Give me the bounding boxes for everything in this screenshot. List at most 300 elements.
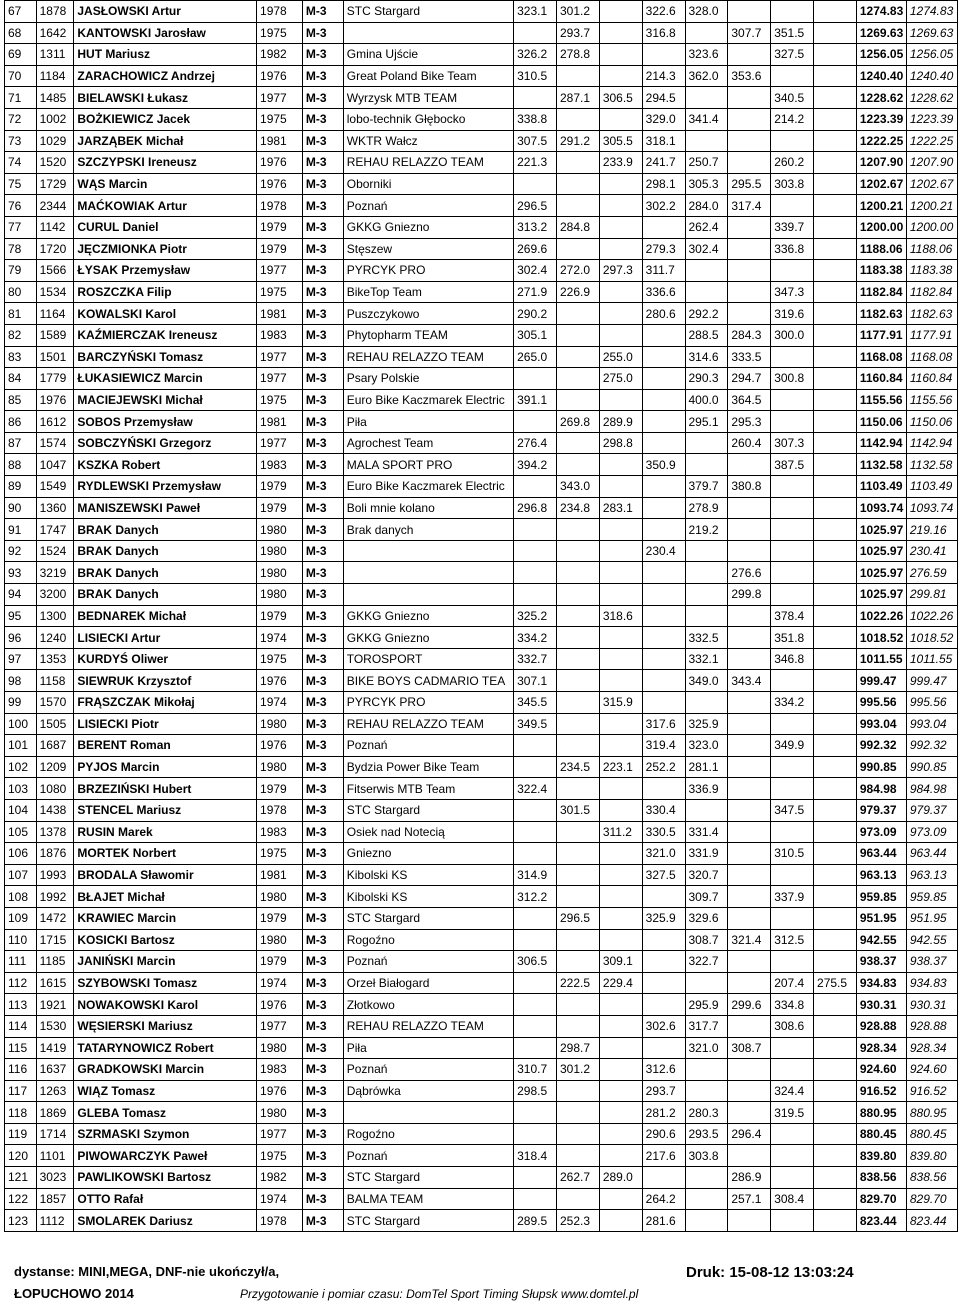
stage-3-cell	[599, 519, 642, 541]
stage-5-cell: 331.4	[685, 821, 728, 843]
category-cell: M-3	[302, 216, 343, 238]
year-cell: 1979	[257, 497, 303, 519]
stage-6-cell	[728, 1080, 771, 1102]
year-cell: 1976	[257, 152, 303, 174]
score-cell: 959.85	[906, 886, 957, 908]
name-cell: BRAK Danych	[74, 584, 257, 606]
stage-6-cell: 294.7	[728, 368, 771, 390]
stage-5-cell: 322.7	[685, 951, 728, 973]
team-cell: Phytopharm TEAM	[343, 324, 513, 346]
year-cell: 1975	[257, 22, 303, 44]
stage-3-cell	[599, 454, 642, 476]
stage-8-cell	[814, 1059, 857, 1081]
rank-cell: 122	[5, 1188, 37, 1210]
total-cell: 928.88	[856, 1015, 906, 1037]
stage-1-cell	[514, 519, 557, 541]
stage-4-cell	[642, 929, 685, 951]
table-row	[5, 1015, 958, 1037]
stage-1-cell: 394.2	[514, 454, 557, 476]
stage-7-cell	[771, 540, 814, 562]
number-cell: 1779	[36, 368, 74, 390]
stage-6-cell	[728, 87, 771, 109]
stage-3-cell: 289.0	[599, 1167, 642, 1189]
stage-2-cell	[556, 821, 599, 843]
year-cell: 1981	[257, 303, 303, 325]
stage-6-cell	[728, 281, 771, 303]
total-cell: 880.45	[856, 1123, 906, 1145]
name-cell: GRADKOWSKI Marcin	[74, 1059, 257, 1081]
name-cell: BERENT Roman	[74, 735, 257, 757]
table-row	[5, 281, 958, 303]
score-cell: 1223.39	[906, 108, 957, 130]
stage-6-cell	[728, 864, 771, 886]
stage-7-cell: 334.2	[771, 692, 814, 714]
stage-2-cell: 301.2	[556, 1, 599, 23]
stage-2-cell: 284.8	[556, 216, 599, 238]
stage-5-cell	[685, 1059, 728, 1081]
stage-2-cell	[556, 389, 599, 411]
category-cell: M-3	[302, 238, 343, 260]
total-cell: 1183.38	[856, 260, 906, 282]
stage-3-cell: 275.0	[599, 368, 642, 390]
rank-cell: 109	[5, 907, 37, 929]
total-cell: 1202.67	[856, 173, 906, 195]
number-cell: 1534	[36, 281, 74, 303]
stage-8-cell	[814, 540, 857, 562]
score-cell: 990.85	[906, 756, 957, 778]
rank-cell: 84	[5, 368, 37, 390]
stage-5-cell: 284.0	[685, 195, 728, 217]
stage-2-cell	[556, 540, 599, 562]
stage-8-cell	[814, 454, 857, 476]
stage-3-cell	[599, 584, 642, 606]
stage-4-cell	[642, 476, 685, 498]
stage-6-cell	[728, 130, 771, 152]
year-cell: 1974	[257, 1188, 303, 1210]
rank-cell: 88	[5, 454, 37, 476]
table-row	[5, 1210, 958, 1232]
team-cell: Rogoźno	[343, 929, 513, 951]
team-cell: lobo-technik Głębocko	[343, 108, 513, 130]
number-cell: 1300	[36, 605, 74, 627]
number-cell: 1921	[36, 994, 74, 1016]
year-cell: 1983	[257, 454, 303, 476]
category-cell: M-3	[302, 821, 343, 843]
stage-2-cell	[556, 1188, 599, 1210]
score-cell: 993.04	[906, 713, 957, 735]
stage-2-cell: 269.8	[556, 411, 599, 433]
stage-1-cell	[514, 1102, 557, 1124]
score-cell: 973.09	[906, 821, 957, 843]
score-cell: 1256.05	[906, 44, 957, 66]
stage-2-cell: 226.9	[556, 281, 599, 303]
stage-1-cell	[514, 821, 557, 843]
stage-2-cell	[556, 303, 599, 325]
number-cell: 1185	[36, 951, 74, 973]
year-cell: 1983	[257, 1059, 303, 1081]
year-cell: 1976	[257, 1080, 303, 1102]
number-cell: 1714	[36, 1123, 74, 1145]
stage-7-cell: 337.9	[771, 886, 814, 908]
stage-2-cell	[556, 648, 599, 670]
number-cell: 1112	[36, 1210, 74, 1232]
stage-6-cell	[728, 260, 771, 282]
stage-4-cell	[642, 346, 685, 368]
stage-2-cell	[556, 864, 599, 886]
number-cell: 1360	[36, 497, 74, 519]
score-cell: 934.83	[906, 972, 957, 994]
stage-5-cell	[685, 540, 728, 562]
team-cell: Poznań	[343, 951, 513, 973]
team-cell: Poznań	[343, 1145, 513, 1167]
team-cell: Euro Bike Kaczmarek Electric	[343, 476, 513, 498]
team-cell: Kibolski KS	[343, 864, 513, 886]
rank-cell: 110	[5, 929, 37, 951]
team-cell: Gniezno	[343, 843, 513, 865]
stage-6-cell	[728, 605, 771, 627]
score-cell: 1222.25	[906, 130, 957, 152]
stage-5-cell: 325.9	[685, 713, 728, 735]
stage-4-cell: 318.1	[642, 130, 685, 152]
total-cell: 829.70	[856, 1188, 906, 1210]
total-cell: 823.44	[856, 1210, 906, 1232]
category-cell: M-3	[302, 562, 343, 584]
number-cell: 3219	[36, 562, 74, 584]
number-cell: 1240	[36, 627, 74, 649]
stage-3-cell: 223.1	[599, 756, 642, 778]
table-row	[5, 886, 958, 908]
name-cell: SIEWRUK Krzysztof	[74, 670, 257, 692]
stage-8-cell	[814, 368, 857, 390]
team-cell: BikeTop Team	[343, 281, 513, 303]
stage-2-cell	[556, 1145, 599, 1167]
table-row	[5, 454, 958, 476]
rank-cell: 123	[5, 1210, 37, 1232]
stage-5-cell	[685, 87, 728, 109]
team-cell: TOROSPORT	[343, 648, 513, 670]
table-row	[5, 778, 958, 800]
stage-4-cell	[642, 972, 685, 994]
number-cell: 1002	[36, 108, 74, 130]
rank-cell: 76	[5, 195, 37, 217]
category-cell: M-3	[302, 584, 343, 606]
stage-6-cell: 299.6	[728, 994, 771, 1016]
table-row	[5, 152, 958, 174]
total-cell: 1025.97	[856, 540, 906, 562]
stage-2-cell: 272.0	[556, 260, 599, 282]
stage-5-cell: 292.2	[685, 303, 728, 325]
name-cell: HUT Mariusz	[74, 44, 257, 66]
stage-1-cell	[514, 1188, 557, 1210]
stage-6-cell	[728, 735, 771, 757]
stage-3-cell	[599, 562, 642, 584]
number-cell: 1976	[36, 389, 74, 411]
name-cell: KSZKA Robert	[74, 454, 257, 476]
team-cell: Fitserwis MTB Team	[343, 778, 513, 800]
total-cell: 916.52	[856, 1080, 906, 1102]
stage-1-cell	[514, 907, 557, 929]
name-cell: KURDYŚ Oliwer	[74, 648, 257, 670]
stage-1-cell	[514, 368, 557, 390]
stage-3-cell	[599, 1, 642, 23]
stage-1-cell: 310.5	[514, 65, 557, 87]
total-cell: 1025.97	[856, 562, 906, 584]
stage-4-cell: 294.5	[642, 87, 685, 109]
stage-5-cell: 314.6	[685, 346, 728, 368]
category-cell: M-3	[302, 432, 343, 454]
number-cell: 1570	[36, 692, 74, 714]
stage-3-cell: 297.3	[599, 260, 642, 282]
number-cell: 1715	[36, 929, 74, 951]
number-cell: 1142	[36, 216, 74, 238]
stage-3-cell	[599, 65, 642, 87]
year-cell: 1977	[257, 368, 303, 390]
table-row	[5, 368, 958, 390]
stage-1-cell	[514, 735, 557, 757]
stage-1-cell: 307.5	[514, 130, 557, 152]
stage-2-cell	[556, 778, 599, 800]
stage-1-cell: 306.5	[514, 951, 557, 973]
score-cell: 942.55	[906, 929, 957, 951]
name-cell: SMOLAREK Dariusz	[74, 1210, 257, 1232]
total-cell: 1182.63	[856, 303, 906, 325]
number-cell: 1184	[36, 65, 74, 87]
number-cell: 1637	[36, 1059, 74, 1081]
stage-6-cell: 343.4	[728, 670, 771, 692]
table-row	[5, 972, 958, 994]
number-cell: 1642	[36, 22, 74, 44]
stage-2-cell: 301.5	[556, 799, 599, 821]
stage-3-cell: 305.5	[599, 130, 642, 152]
name-cell: ŁYSAK Przemysław	[74, 260, 257, 282]
stage-7-cell: 349.9	[771, 735, 814, 757]
team-cell: STC Stargard	[343, 1167, 513, 1189]
name-cell: JĘCZMIONKA Piotr	[74, 238, 257, 260]
stage-8-cell	[814, 238, 857, 260]
stage-5-cell: 332.5	[685, 627, 728, 649]
table-row	[5, 324, 958, 346]
stage-1-cell	[514, 972, 557, 994]
stage-3-cell	[599, 1037, 642, 1059]
stage-1-cell	[514, 929, 557, 951]
stage-5-cell: 219.2	[685, 519, 728, 541]
table-row	[5, 627, 958, 649]
stage-1-cell: 289.5	[514, 1210, 557, 1232]
stage-7-cell: 340.5	[771, 87, 814, 109]
team-cell: STC Stargard	[343, 907, 513, 929]
score-cell: 930.31	[906, 994, 957, 1016]
total-cell: 924.60	[856, 1059, 906, 1081]
stage-5-cell: 349.0	[685, 670, 728, 692]
name-cell: MACIEJEWSKI Michał	[74, 389, 257, 411]
stage-3-cell	[599, 1080, 642, 1102]
rank-cell: 105	[5, 821, 37, 843]
stage-5-cell	[685, 281, 728, 303]
rank-cell: 69	[5, 44, 37, 66]
stage-7-cell: 300.0	[771, 324, 814, 346]
stage-8-cell	[814, 324, 857, 346]
stage-8-cell	[814, 22, 857, 44]
stage-8-cell	[814, 65, 857, 87]
stage-4-cell: 252.2	[642, 756, 685, 778]
number-cell: 1869	[36, 1102, 74, 1124]
table-row	[5, 821, 958, 843]
stage-8-cell	[814, 1102, 857, 1124]
stage-6-cell: 380.8	[728, 476, 771, 498]
number-cell: 1747	[36, 519, 74, 541]
rank-cell: 97	[5, 648, 37, 670]
stage-6-cell	[728, 886, 771, 908]
stage-2-cell	[556, 173, 599, 195]
category-cell: M-3	[302, 346, 343, 368]
category-cell: M-3	[302, 173, 343, 195]
stage-3-cell	[599, 843, 642, 865]
stage-2-cell	[556, 994, 599, 1016]
stage-7-cell	[771, 864, 814, 886]
name-cell: STENCEL Mariusz	[74, 799, 257, 821]
stage-3-cell	[599, 778, 642, 800]
stage-5-cell: 288.5	[685, 324, 728, 346]
score-cell: 938.37	[906, 951, 957, 973]
category-cell: M-3	[302, 303, 343, 325]
stage-3-cell	[599, 173, 642, 195]
total-cell: 1025.97	[856, 584, 906, 606]
name-cell: JASŁOWSKI Artur	[74, 1, 257, 23]
stage-7-cell	[771, 1145, 814, 1167]
stage-3-cell	[599, 1123, 642, 1145]
stage-4-cell: 293.7	[642, 1080, 685, 1102]
stage-5-cell: 302.4	[685, 238, 728, 260]
number-cell: 1485	[36, 87, 74, 109]
year-cell: 1977	[257, 346, 303, 368]
team-cell	[343, 1102, 513, 1124]
stage-2-cell	[556, 929, 599, 951]
total-cell: 995.56	[856, 692, 906, 714]
stage-4-cell: 311.7	[642, 260, 685, 282]
total-cell: 1103.49	[856, 476, 906, 498]
stage-3-cell	[599, 1102, 642, 1124]
table-row	[5, 130, 958, 152]
stage-1-cell	[514, 843, 557, 865]
stage-1-cell: 302.4	[514, 260, 557, 282]
year-cell: 1977	[257, 1015, 303, 1037]
score-cell: 230.41	[906, 540, 957, 562]
team-cell: Poznań	[343, 735, 513, 757]
stage-6-cell: 284.3	[728, 324, 771, 346]
stage-2-cell	[556, 1080, 599, 1102]
rank-cell: 78	[5, 238, 37, 260]
stage-2-cell	[556, 432, 599, 454]
stage-7-cell	[771, 195, 814, 217]
number-cell: 1566	[36, 260, 74, 282]
stage-4-cell: 317.6	[642, 713, 685, 735]
stage-1-cell: 298.5	[514, 1080, 557, 1102]
stage-1-cell: 326.2	[514, 44, 557, 66]
year-cell: 1979	[257, 778, 303, 800]
rank-cell: 102	[5, 756, 37, 778]
stage-7-cell: 308.6	[771, 1015, 814, 1037]
stage-5-cell	[685, 130, 728, 152]
number-cell: 1029	[36, 130, 74, 152]
stage-4-cell: 322.6	[642, 1, 685, 23]
table-row	[5, 1145, 958, 1167]
team-cell: MALA SPORT PRO	[343, 454, 513, 476]
name-cell: BRODALA Sławomir	[74, 864, 257, 886]
rank-cell: 115	[5, 1037, 37, 1059]
stage-2-cell	[556, 670, 599, 692]
rank-cell: 85	[5, 389, 37, 411]
stage-6-cell	[728, 843, 771, 865]
table-row	[5, 735, 958, 757]
rank-cell: 101	[5, 735, 37, 757]
stage-6-cell: 286.9	[728, 1167, 771, 1189]
stage-2-cell: 287.1	[556, 87, 599, 109]
rank-cell: 74	[5, 152, 37, 174]
stage-7-cell: 312.5	[771, 929, 814, 951]
team-cell: REHAU RELAZZO TEAM	[343, 713, 513, 735]
year-cell: 1975	[257, 648, 303, 670]
stage-7-cell	[771, 346, 814, 368]
number-cell: 1501	[36, 346, 74, 368]
stage-1-cell: 391.1	[514, 389, 557, 411]
stage-4-cell: 302.6	[642, 1015, 685, 1037]
stage-3-cell: 318.6	[599, 605, 642, 627]
stage-5-cell: 305.3	[685, 173, 728, 195]
table-row	[5, 1037, 958, 1059]
score-cell: 1155.56	[906, 389, 957, 411]
name-cell: BRZEZIŃSKI Hubert	[74, 778, 257, 800]
stage-3-cell	[599, 627, 642, 649]
rank-cell: 71	[5, 87, 37, 109]
stage-8-cell	[814, 195, 857, 217]
name-cell: KOWALSKI Karol	[74, 303, 257, 325]
stage-5-cell	[685, 692, 728, 714]
stage-4-cell: 312.6	[642, 1059, 685, 1081]
stage-3-cell	[599, 1145, 642, 1167]
stage-5-cell	[685, 1167, 728, 1189]
stage-2-cell	[556, 1102, 599, 1124]
number-cell: 1438	[36, 799, 74, 821]
category-cell: M-3	[302, 1210, 343, 1232]
stage-8-cell	[814, 216, 857, 238]
total-cell: 1177.91	[856, 324, 906, 346]
rank-cell: 87	[5, 432, 37, 454]
stage-7-cell	[771, 778, 814, 800]
score-cell: 992.32	[906, 735, 957, 757]
team-cell	[343, 22, 513, 44]
table-row	[5, 864, 958, 886]
rank-cell: 86	[5, 411, 37, 433]
table-row	[5, 108, 958, 130]
team-cell: Boli mnie kolano	[343, 497, 513, 519]
category-cell: M-3	[302, 87, 343, 109]
number-cell: 1419	[36, 1037, 74, 1059]
category-cell: M-3	[302, 994, 343, 1016]
stage-1-cell: 325.2	[514, 605, 557, 627]
stage-4-cell	[642, 994, 685, 1016]
stage-3-cell	[599, 108, 642, 130]
footer-legend: dystanse: MINI,MEGA, DNF-nie ukończył/a,	[14, 1264, 280, 1279]
category-cell: M-3	[302, 65, 343, 87]
stage-8-cell	[814, 1080, 857, 1102]
number-cell: 1993	[36, 864, 74, 886]
name-cell: BRAK Danych	[74, 562, 257, 584]
team-cell: BALMA TEAM	[343, 1188, 513, 1210]
stage-5-cell: 309.7	[685, 886, 728, 908]
table-row	[5, 994, 958, 1016]
stage-2-cell	[556, 605, 599, 627]
stage-4-cell	[642, 216, 685, 238]
